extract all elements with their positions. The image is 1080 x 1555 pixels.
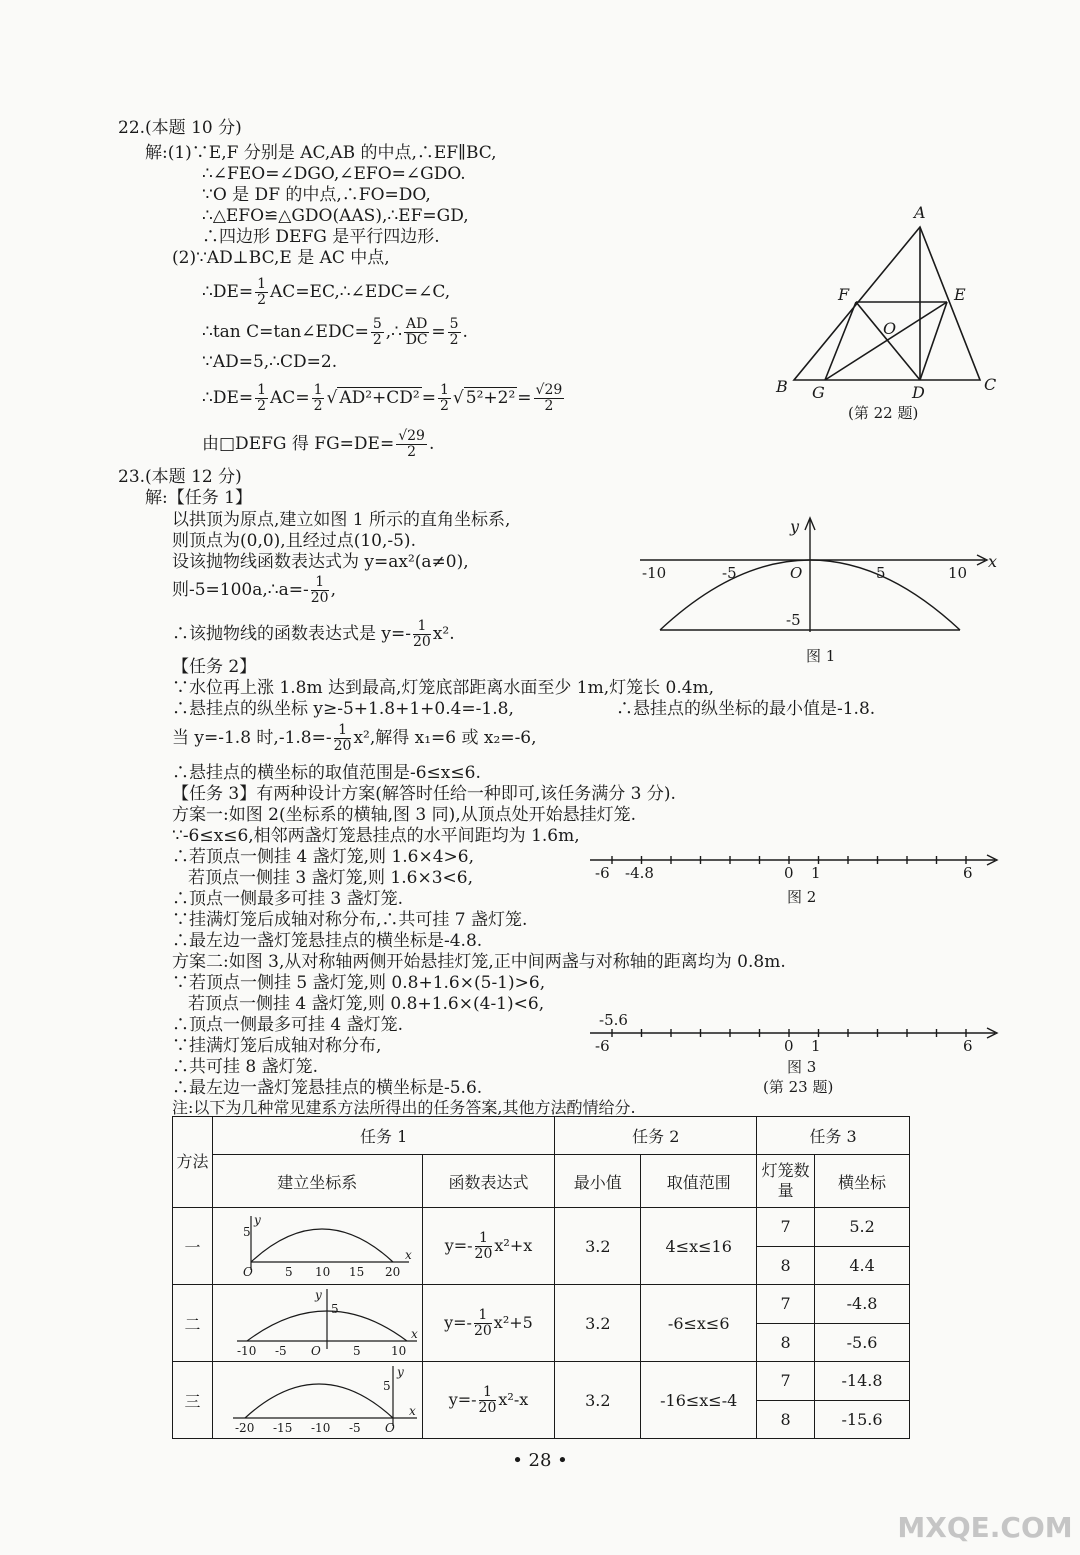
q23-task3-title: 【任务 3】有两种设计方案(解答时任给一种即可,该任务满分 3 分). xyxy=(172,784,676,804)
fig1-y-axis: y xyxy=(790,517,800,536)
page-number: • 28 • xyxy=(512,1450,568,1471)
q23-t3-line2: 方案一:如图 2(坐标系的横轴,图 3 同),从顶点处开始悬挂灯笼. xyxy=(172,805,637,825)
fig1-caption: 图 1 xyxy=(806,647,836,665)
svg-text:5: 5 xyxy=(382,1379,391,1393)
row1-count2: 8 xyxy=(757,1246,815,1285)
fig1-tick-origin: O xyxy=(790,564,803,582)
label-D: D xyxy=(912,383,925,402)
q22-line7: ∴DE= $\frac{1}{2}$ AC=EC,∴∠EDC=∠C, xyxy=(202,276,451,308)
q23-t3-line5: 若顶点一侧挂 3 盏灯笼,则 1.6×3<6, xyxy=(188,868,473,888)
table-subheader-row xyxy=(173,1155,910,1208)
q22-line1: 解:(1)∵E,F 分别是 AC,AB 的中点,∴EF∥BC, xyxy=(145,143,497,163)
row2-x2: -5.6 xyxy=(815,1323,910,1362)
header-func: 函数表达式 xyxy=(422,1155,555,1208)
fig3-caption: 图 3 xyxy=(787,1058,817,1076)
header-coord: 建立坐标系 xyxy=(212,1155,422,1208)
svg-text:O: O xyxy=(310,1344,321,1358)
fig3-label-1: 1 xyxy=(811,1037,821,1055)
label-E: E xyxy=(954,285,966,304)
q23-t3-line10: ∵若顶点一侧挂 5 盏灯笼,则 0.8+1.6×(5-1)>6, xyxy=(172,973,546,993)
fig1-x-axis: x xyxy=(988,552,998,571)
header-min: 最小值 xyxy=(555,1155,641,1208)
svg-text:-10: -10 xyxy=(236,1344,257,1358)
watermark-logo: MXQE.COM xyxy=(897,1511,1073,1544)
q22-triangle-figure xyxy=(770,200,1010,430)
svg-text:-15: -15 xyxy=(272,1421,293,1435)
svg-text:-5: -5 xyxy=(274,1344,287,1358)
row2-range: -6≤x≤6 xyxy=(641,1285,757,1362)
row1-range: 4≤x≤16 xyxy=(641,1208,757,1285)
q23-t1-line4: 设该抛物线函数表达式为 y=ax²(a≠0), xyxy=(172,552,469,572)
q22-line6: (2)∵AD⊥BC,E 是 AC 中点, xyxy=(172,248,390,268)
q23-header: 23.(本题 12 分) xyxy=(118,467,242,487)
fig2-label-0: 0 xyxy=(784,864,794,882)
row1-x1: 5.2 xyxy=(815,1208,910,1247)
row1-count1: 7 xyxy=(757,1208,815,1247)
row3-func: y=- $\frac{1}{20}$ x²-x xyxy=(422,1362,555,1439)
label-A: A xyxy=(914,203,926,222)
row3-method: 三 xyxy=(173,1362,213,1439)
table-row xyxy=(173,1208,910,1247)
row3-x1: -14.8 xyxy=(815,1362,910,1401)
row3-coord-sketch xyxy=(212,1362,422,1439)
fig1-tick-neg10: -10 xyxy=(642,564,667,582)
fig2-label-1: 1 xyxy=(811,864,821,882)
svg-text:5: 5 xyxy=(352,1344,361,1358)
row2-method: 二 xyxy=(173,1285,213,1362)
row1-coord-svg xyxy=(237,1212,417,1280)
table-row xyxy=(173,1362,910,1401)
svg-text:-5: -5 xyxy=(348,1421,361,1435)
svg-text:x: x xyxy=(408,1404,416,1418)
row3-count1: 7 xyxy=(757,1362,815,1401)
fig1-tick-neg5: -5 xyxy=(722,564,737,582)
q22-line10: ∴DE= $\frac{1}{2}$ AC= $\frac{1}{2}$ √ AD²+CD² = $\frac{1}{2}$ √ 5²+2² = $\frac{√29}{2}$ xyxy=(202,382,563,414)
fig2-label-neg6: -6 xyxy=(595,864,610,882)
row2-coord-svg xyxy=(231,1287,421,1359)
q23-t2-line2: ∵水位再上涨 1.8m 达到最高,灯笼底部距离水面至少 1m,灯笼长 0.4m, xyxy=(172,678,715,698)
header-task3: 任务 3 xyxy=(757,1117,910,1155)
q23-t1-line2: 以拱顶为原点,建立如图 1 所示的直角坐标系, xyxy=(172,510,511,530)
fig3-label-6: 6 xyxy=(963,1037,973,1055)
row3-range: -16≤x≤-4 xyxy=(641,1362,757,1439)
header-task2: 任务 2 xyxy=(555,1117,757,1155)
row2-x1: -4.8 xyxy=(815,1285,910,1324)
q23-note: 注:以下为几种常见建系方法所得出的任务答案,其他方法酌情给分. xyxy=(172,1098,636,1117)
table-row xyxy=(173,1285,910,1324)
q23-t3-line6: ∴顶点一侧最多可挂 3 盏灯笼. xyxy=(172,889,404,909)
q22-header: 22.(本题 10 分) xyxy=(118,118,242,138)
row1-func: y=- $\frac{1}{20}$ x²+x xyxy=(422,1208,555,1285)
q22-line2: ∴∠FEO=∠DGO,∠EFO=∠GDO. xyxy=(202,164,466,184)
label-G: G xyxy=(812,383,825,402)
q23-figure3 xyxy=(585,1010,1005,1100)
fig3-label-0: 0 xyxy=(784,1037,794,1055)
row2-coord-sketch xyxy=(212,1285,422,1362)
q23-t2-line4: 当 y=-1.8 时,-1.8=- $\frac{1}{20}$ x²,解得 x₁=6 或 x₂=-6, xyxy=(172,722,537,754)
svg-text:O: O xyxy=(384,1421,395,1435)
header-count: 灯笼数量 xyxy=(757,1155,815,1208)
fig3-label-neg5.6: -5.6 xyxy=(599,1011,628,1029)
q22-line8: ∴tan C=tan∠EDC= $\frac{5}{2}$ ,∴ $\frac{AD}{DC}$ = $\frac{5}{2}$ . xyxy=(202,316,468,348)
q23-t3-line7: ∵挂满灯笼后成轴对称分布,∴共可挂 7 盏灯笼. xyxy=(172,910,528,930)
q23-t3-line15: ∴最左边一盏灯笼悬挂点的横坐标是-5.6. xyxy=(172,1078,483,1098)
q23-t3-line14: ∴共可挂 8 盏灯笼. xyxy=(172,1057,319,1077)
q23-task2-title: 【任务 2】 xyxy=(172,657,257,677)
label-C: C xyxy=(984,375,997,394)
q22-line5: ∴四边形 DEFG 是平行四边形. xyxy=(202,227,440,247)
header-xcoord: 横坐标 xyxy=(815,1155,910,1208)
q22-figure-caption: (第 22 题) xyxy=(848,404,919,422)
fig2-label-neg4.8: -4.8 xyxy=(625,864,654,882)
svg-text:-10: -10 xyxy=(310,1421,331,1435)
q23-t1-line5: 则-5=100a,∴a=- $\frac{1}{20}$ , xyxy=(172,574,336,606)
row2-func: y=- $\frac{1}{20}$ x²+5 xyxy=(422,1285,555,1362)
q23-figure2 xyxy=(585,846,1005,908)
q23-t3-line4: ∴若顶点一侧挂 4 盏灯笼,则 1.6×4>6, xyxy=(172,847,474,867)
fig1-tick-y-neg5: -5 xyxy=(786,611,801,629)
q23-t1-line3: 则顶点为(0,0),且经过点(10,-5). xyxy=(172,531,416,551)
header-range: 取值范围 xyxy=(641,1155,757,1208)
q23-t3-line13: ∵挂满灯笼后成轴对称分布, xyxy=(172,1036,382,1056)
row1-x2: 4.4 xyxy=(815,1246,910,1285)
fig1-tick-5: 5 xyxy=(876,564,886,582)
row2-count1: 7 xyxy=(757,1285,815,1324)
q22-line9: ∵AD=5,∴CD=2. xyxy=(202,352,338,372)
q23-t3-line12: ∴顶点一侧最多可挂 4 盏灯笼. xyxy=(172,1015,404,1035)
q23-t2-line3b: ∴悬挂点的纵坐标的最小值是-1.8. xyxy=(616,699,876,719)
q23-figure1 xyxy=(630,512,1010,672)
q23-t2-line5: ∴悬挂点的横坐标的取值范围是-6≤x≤6. xyxy=(172,763,481,783)
q22-line4: ∴△EFO≌△GDO(AAS),∴EF=GD, xyxy=(202,206,469,226)
svg-text:10: 10 xyxy=(390,1344,407,1358)
svg-text:O: O xyxy=(242,1265,253,1279)
svg-text:y: y xyxy=(396,1365,404,1379)
fig2-caption: 图 2 xyxy=(787,888,817,906)
q23-figure-caption: (第 23 题) xyxy=(763,1078,834,1096)
svg-text:x: x xyxy=(410,1327,418,1341)
header-method: 方法 xyxy=(173,1117,213,1208)
q22-line11: 由□DEFG 得 FG=DE= $\frac{√29}{2}$ . xyxy=(202,428,435,460)
row3-coord-svg xyxy=(227,1364,423,1436)
q23-t3-line8: ∴最左边一盏灯笼悬挂点的横坐标是-4.8. xyxy=(172,931,483,951)
row3-min: 3.2 xyxy=(555,1362,641,1439)
svg-text:5: 5 xyxy=(330,1302,339,1316)
q23-task1-title: 解:【任务 1】 xyxy=(145,488,252,508)
svg-text:20: 20 xyxy=(384,1265,401,1279)
row2-min: 3.2 xyxy=(555,1285,641,1362)
svg-text:5: 5 xyxy=(284,1265,293,1279)
svg-text:y: y xyxy=(253,1213,261,1227)
svg-text:-20: -20 xyxy=(234,1421,255,1435)
row1-coord-sketch xyxy=(212,1208,422,1285)
q22-line3: ∵O 是 DF 的中点,∴FO=DO, xyxy=(202,185,431,205)
q23-t3-line9: 方案二:如图 3,从对称轴两侧开始悬挂灯笼,正中间两盏与对称轴的距离均为 0.8m. xyxy=(172,952,786,972)
svg-text:x: x xyxy=(404,1248,412,1262)
row2-count2: 8 xyxy=(757,1323,815,1362)
row3-count2: 8 xyxy=(757,1400,815,1439)
label-B: B xyxy=(776,377,788,396)
label-O: O xyxy=(883,319,897,338)
q23-t2-line3: ∴悬挂点的纵坐标 y≥-5+1.8+1+0.4=-1.8, xyxy=(172,699,514,719)
fig2-label-6: 6 xyxy=(963,864,973,882)
fig3-label-neg6: -6 xyxy=(595,1037,610,1055)
table-header-row xyxy=(173,1117,910,1155)
svg-text:15: 15 xyxy=(348,1265,365,1279)
svg-text:10: 10 xyxy=(314,1265,331,1279)
row1-min: 3.2 xyxy=(555,1208,641,1285)
fig1-tick-10: 10 xyxy=(948,564,968,582)
svg-text:5: 5 xyxy=(242,1225,251,1239)
answer-table xyxy=(172,1116,910,1439)
svg-text:y: y xyxy=(314,1288,322,1302)
label-F: F xyxy=(838,285,850,304)
row1-method: 一 xyxy=(173,1208,213,1285)
header-task1: 任务 1 xyxy=(212,1117,554,1155)
row3-x2: -15.6 xyxy=(815,1400,910,1439)
q23-t3-line11: 若顶点一侧挂 4 盏灯笼,则 0.8+1.6×(4-1)<6, xyxy=(188,994,545,1014)
q23-t3-line3: ∵-6≤x≤6,相邻两盏灯笼悬挂点的水平间距均为 1.6m, xyxy=(172,826,580,846)
q23-t1-line6: ∴该抛物线的函数表达式是 y=- $\frac{1}{20}$ x². xyxy=(172,618,455,650)
